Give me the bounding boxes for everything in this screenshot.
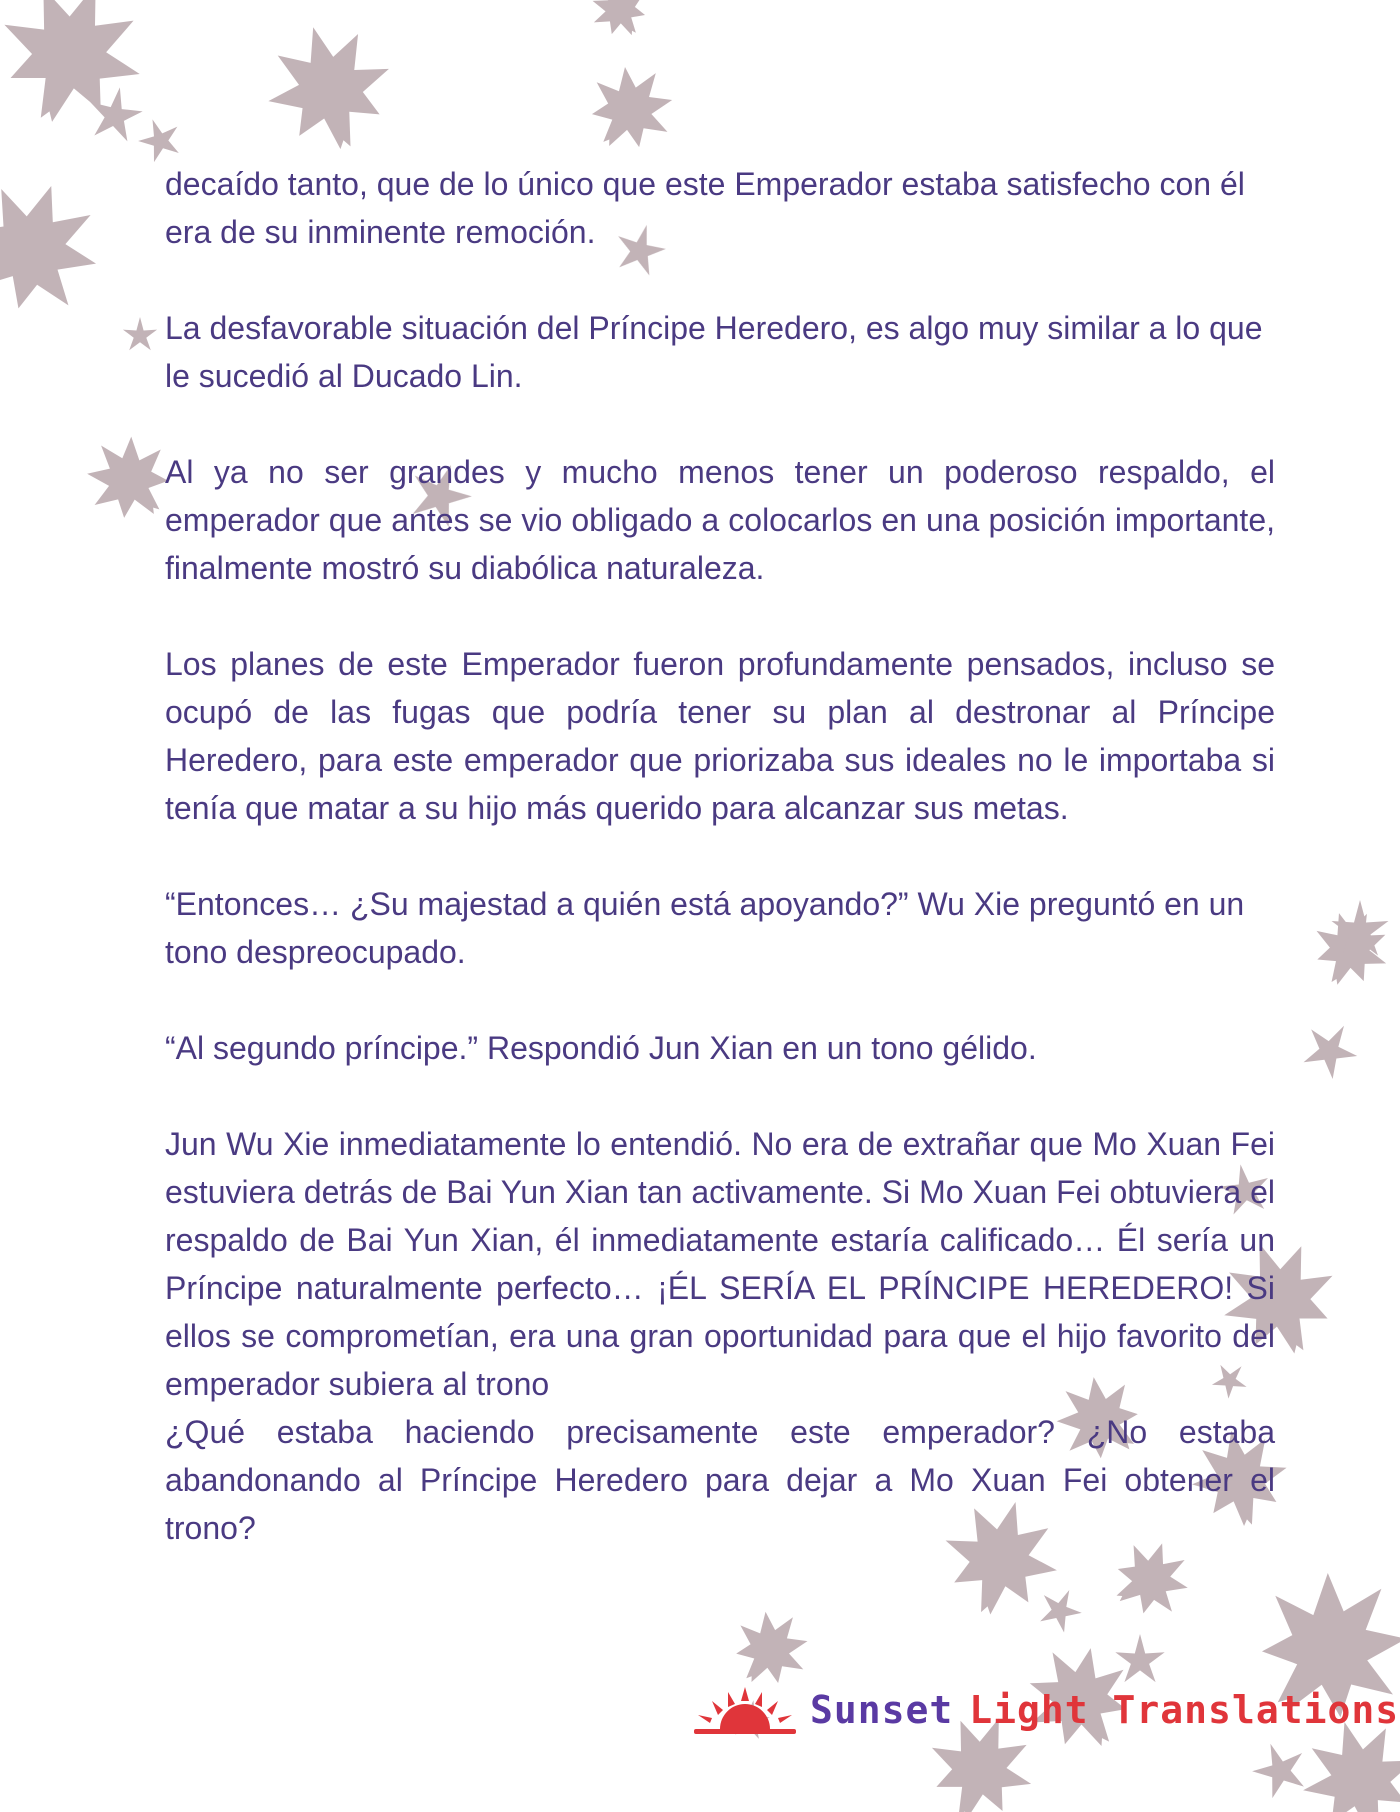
paragraph: decaído tanto, que de lo único que este Emperador estaba satisfecho con él era de su inminente remoción.: [165, 166, 1245, 250]
paragraph: La desfavorable situación del Príncipe Heredero, es algo muy similar a lo que le sucedió al Ducado Lin.: [165, 310, 1263, 394]
sunset-icon: [690, 1685, 800, 1735]
paragraph: Al ya no ser grandes y mucho menos tener un poderoso respaldo, el emperador que antes se vio obligado a colocarlos en una posición importante, finalmente mostró su diabólica naturaleza.: [165, 454, 1275, 586]
logo-word-light-translations: Light Translations: [969, 1688, 1400, 1732]
paragraph: “Al segundo príncipe.” Respondió Jun Xian en un tono gélido.: [165, 1030, 1037, 1066]
sunset-light-translations-logo: [690, 1680, 1399, 1740]
paragraph: ¿Qué estaba haciendo precisamente este emperador? ¿No estaba abandonando al Príncipe Heredero para dejar a Mo Xuan Fei obtener el trono?: [165, 1414, 1275, 1546]
paragraph: Los planes de este Emperador fueron profundamente pensados, incluso se ocupó de las fugas que podría tener su plan al destronar al Príncipe Heredero, para este emperador que priorizaba sus ideales no le importaba si tenía que matar a su hijo más querido para alcanzar sus metas.: [165, 646, 1275, 826]
paragraph: Jun Wu Xie inmediatamente lo entendió. No era de extrañar que Mo Xuan Fei estuviera detrás de Bai Yun Xian tan activamente. Si Mo Xuan Fei obtuviera el respaldo de Bai Yun Xian, él inmediatamente estaría calificado… Él sería un Príncipe naturalmente perfecto… ¡ÉL SERÍA EL PRÍNCIPE HEREDERO! Si ellos se comprometían, era una gran oportunidad para que el hijo favorito del emperador subiera al trono: [165, 1126, 1275, 1402]
body-text: [165, 160, 1275, 1600]
logo-word-sunset: Sunset: [810, 1688, 954, 1732]
paragraph: “Entonces… ¿Su majestad a quién está apoyando?” Wu Xie preguntó en un tono despreocupado.: [165, 886, 1245, 970]
